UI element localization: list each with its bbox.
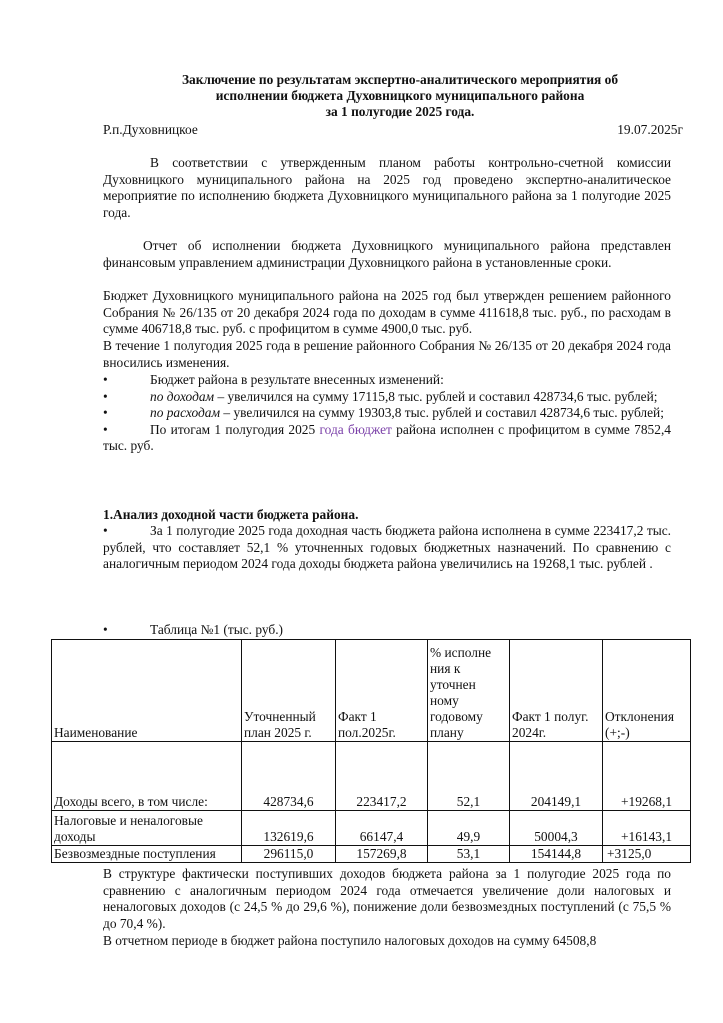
title-line-3: за 1 полугодие 2025 года. bbox=[325, 104, 475, 119]
place: Р.п.Духовницкое bbox=[103, 122, 198, 137]
bullet-icon: • bbox=[103, 622, 108, 637]
changes-paragraph: В течение 1 полугодия 2025 года в решение районного Собрания № 26/135 от 20 декабря 2024 года вносились изменения. bbox=[103, 338, 671, 370]
bullet-icon: • bbox=[103, 372, 108, 387]
title-line-1: Заключение по результатам экспертно-аналитического мероприятия об bbox=[181, 72, 619, 87]
table-row: Безвозмездные поступления 296115,0 157269,8 53,1 154144,8 +3125,0 bbox=[52, 846, 691, 863]
bullet-icon: • bbox=[103, 421, 108, 437]
table-row: Доходы всего, в том числе: 428734,6 223417,2 52,1 204149,1 +19268,1 bbox=[52, 742, 691, 811]
bullet-item: • по расходам – увеличился на сумму 19303,8 тыс. рублей и составил 428734,6 тыс. рублей; bbox=[103, 405, 664, 421]
bullet-item: • по доходам – увеличился на сумму 17115,8 тыс. рублей и составил 428734,6 тыс. рублей; bbox=[103, 388, 658, 404]
bullet-icon: • bbox=[103, 405, 108, 421]
date: 19.07.2025г bbox=[617, 122, 683, 137]
column-header: Наименование bbox=[52, 640, 242, 742]
bullet-icon: • bbox=[103, 388, 108, 404]
column-header: Факт 1 пол.2025г. bbox=[336, 640, 428, 742]
budget-link[interactable]: года бюджет bbox=[319, 421, 392, 437]
column-header: Уточненный план 2025 г. bbox=[242, 640, 336, 742]
column-header: % исполне ния к уточнен ному годовому плану bbox=[428, 640, 510, 742]
intro-paragraph: В соответствии с утвержденным планом работы контрольно-счетной комиссии Духовницкого муниципального района на 2025 год проведено экспертно-аналитическое мероприятие по исполнению бюджета Духовницкого муниципального района за 1 полугодие 2025 года. bbox=[103, 155, 671, 220]
section-heading: 1.Анализ доходной части бюджета района. bbox=[103, 507, 359, 522]
last-paragraph: В отчетном периоде в бюджет района поступило налоговых доходов на сумму 64508,8 bbox=[103, 933, 597, 948]
report-paragraph: Отчет об исполнении бюджета Духовницкого муниципального района представлен финансовым управлением администрации Духовницкого района в установленные сроки. bbox=[103, 238, 671, 270]
structure-paragraph: В структуре фактически поступивших доходов бюджета района за 1 полугодие 2025 года по сравнению с аналогичным периодом 2024 года отмечается увеличение доли налоговых и неналоговых доходов (с 24,5 % до 29,6 %), понижение доли безвозмездных поступлений (с 75,5 % до 70,4 %). bbox=[103, 866, 671, 931]
table-caption: • Таблица №1 (тыс. руб.) bbox=[103, 622, 283, 637]
table-header-row bbox=[52, 640, 691, 742]
budget-paragraph: Бюджет Духовницкого муниципального района на 2025 год был утвержден решением районного Собрания № 26/135 от 20 декабря 2024 года по доходам в сумме 411618,8 тыс. руб., по расходам в сумме 406718,8 тыс. руб. с профицитом в сумме 4900,0 тыс. руб. bbox=[103, 288, 671, 337]
title-line-2: исполнении бюджета Духовницкого муниципального района bbox=[215, 88, 585, 103]
bullet-item: • По итогам 1 полугодия 2025 года бюджет района исполнен с профицитом в сумме 7852,4 тыс. руб. bbox=[103, 421, 671, 454]
revenue-table bbox=[51, 639, 691, 863]
bullet-item: • Бюджет района в результате внесенных изменений: bbox=[103, 372, 444, 387]
document-title bbox=[100, 72, 700, 120]
column-header: Отклонения (+;-) bbox=[603, 640, 691, 742]
column-header: Факт 1 полуг. 2024г. bbox=[510, 640, 603, 742]
section1-paragraph: • За 1 полугодие 2025 года доходная часть бюджета района исполнена в сумме 223417,2 тыс. рублей, что составляет 52,1 % уточненных годовых бюджетных назначений. По сравнению с аналогичным периодом 2024 года доходы бюджета района увеличились на 19268,1 тыс. рублей . bbox=[103, 523, 671, 572]
bullet-list bbox=[103, 372, 671, 455]
bullet-icon: • bbox=[103, 523, 108, 538]
table-row: Налоговые и неналоговые доходы 132619,6 66147,4 49,9 50004,3 +16143,1 bbox=[52, 811, 691, 846]
place-date-line bbox=[103, 122, 683, 138]
